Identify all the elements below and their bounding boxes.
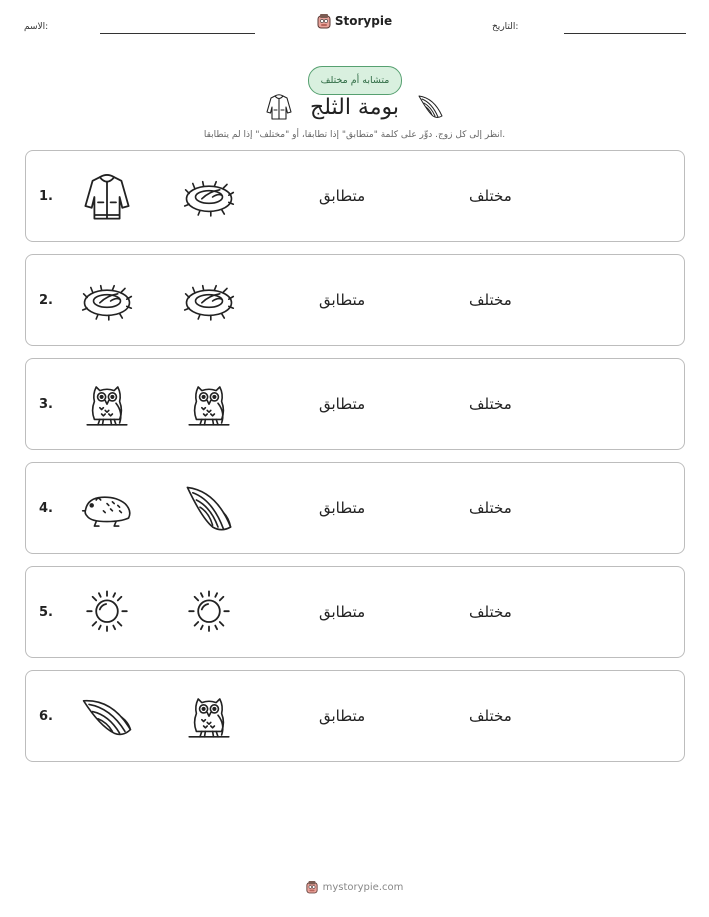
jacket-icon (79, 170, 135, 224)
row-number: 5. (39, 604, 53, 620)
storypie-mascot-icon (317, 13, 331, 29)
brand-name: Storypie (334, 14, 393, 28)
same-option[interactable]: متطابق (319, 707, 366, 725)
exercise-row (25, 150, 685, 242)
sun-icon (181, 586, 237, 640)
exercise-row (25, 566, 685, 658)
owl-icon (181, 690, 237, 744)
instructions: انظر إلى كل زوج. دوِّر على كلمة "متطابق" إذا تطابقا، أو "مختلف" إذا لم يتطابقا. (203, 130, 506, 140)
row-number: 2. (39, 292, 53, 308)
exercise-row (25, 462, 685, 554)
owl-icon (79, 378, 135, 432)
same-option[interactable]: متطابق (319, 395, 366, 413)
row-number: 3. (39, 396, 53, 412)
wing-icon (181, 482, 237, 536)
date-line[interactable] (564, 33, 686, 34)
lemming-icon (79, 482, 135, 536)
brand-logo (0, 13, 709, 29)
footer-url[interactable]: mystorypie.com (322, 881, 404, 893)
nest-icon (79, 274, 135, 328)
footer (0, 880, 709, 894)
owl-icon (181, 378, 237, 432)
same-option[interactable]: متطابق (319, 603, 366, 621)
date-label: التاريخ: (492, 22, 519, 32)
title-row (0, 88, 709, 126)
row-number: 1. (39, 188, 53, 204)
different-option[interactable]: مختلف (469, 187, 512, 205)
different-option[interactable]: مختلف (469, 395, 512, 413)
different-option[interactable]: مختلف (469, 707, 512, 725)
storypie-mascot-icon (306, 880, 318, 894)
different-option[interactable]: مختلف (469, 603, 512, 621)
row-number: 6. (39, 708, 53, 724)
nest-icon (181, 170, 237, 224)
worksheet-type-badge: متشابه أم مختلف (308, 66, 402, 95)
different-option[interactable]: مختلف (469, 291, 512, 309)
same-option[interactable]: متطابق (319, 187, 366, 205)
wing-icon (79, 690, 135, 744)
name-line[interactable] (100, 33, 255, 34)
exercise-row (25, 358, 685, 450)
different-option[interactable]: مختلف (469, 499, 512, 517)
exercise-row (25, 670, 685, 762)
row-number: 4. (39, 500, 53, 516)
wing-icon (415, 92, 445, 122)
exercise-row (25, 254, 685, 346)
sun-icon (79, 586, 135, 640)
jacket-icon (264, 92, 294, 122)
name-label: الاسم: (24, 22, 49, 32)
page-title: بومة الثلج (310, 94, 399, 120)
same-option[interactable]: متطابق (319, 291, 366, 309)
same-option[interactable]: متطابق (319, 499, 366, 517)
nest-icon (181, 274, 237, 328)
